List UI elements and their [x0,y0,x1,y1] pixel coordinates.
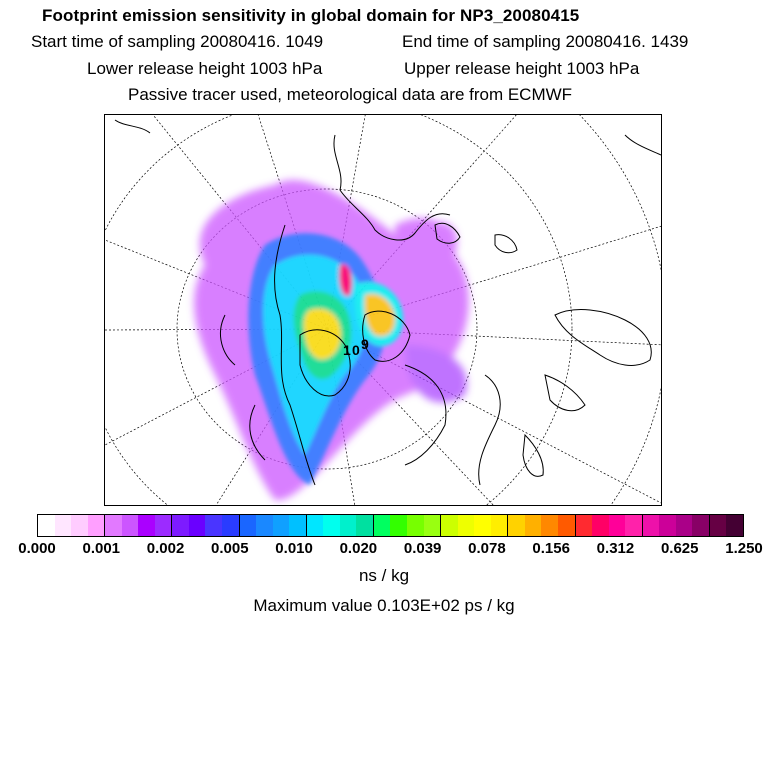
colorbar [37,514,744,537]
colorbar-swatch [525,515,542,536]
colorbar-swatch [88,515,106,536]
colorbar-swatch [105,515,122,536]
colorbar-tick-label: 0.078 [468,540,506,557]
colorbar-swatch [676,515,693,536]
colorbar-tick-label: 0.625 [660,540,699,557]
colorbar-swatch [289,515,307,536]
colorbar-swatch [138,515,155,536]
colorbar-tick-label: 0.002 [146,540,185,557]
plot-title: Footprint emission sensitivity in global domain for NP3_20080415 [42,6,580,25]
colorbar-swatch [407,515,424,536]
colorbar-swatch [592,515,609,536]
contour-label: 0 [352,342,360,358]
footprint-map [104,114,662,506]
colorbar-tick-label: 0.039 [403,540,442,557]
colorbar-swatch [374,515,391,536]
colorbar-tick-label: 0.010 [275,540,313,557]
colorbar-swatch [458,515,475,536]
colorbar-swatch [240,515,257,536]
colorbar-swatch [474,515,491,536]
tracer-info-label: Passive tracer used, meteorological data are from ECMWF [128,85,573,104]
colorbar-tick-label: 0.312 [596,540,635,557]
colorbar-tick-label: 0.156 [532,540,570,557]
colorbar-swatch [256,515,273,536]
colorbar-swatch [222,515,240,536]
max-value-label: Maximum value 0.103E+02 ps / kg [253,596,515,615]
colorbar-swatch [710,515,727,536]
map-canvas [105,115,662,506]
colorbar-swatch [356,515,374,536]
colorbar-swatch [273,515,290,536]
colorbar-swatch [323,515,340,536]
colorbar-swatch [307,515,324,536]
sensitivity-field [194,180,469,500]
colorbar-swatch [441,515,458,536]
colorbar-swatch [424,515,442,536]
colorbar-swatch [38,515,55,536]
colorbar-tick-label: 1.250 [725,540,763,557]
colorbar-swatch [643,515,660,536]
colorbar-swatch [491,515,509,536]
colorbar-tick-label: 0.020 [339,540,378,557]
colorbar-swatch [71,515,88,536]
colorbar-swatch [558,515,576,536]
colorbar-swatch [55,515,72,536]
units-label: ns / kg [358,566,410,585]
colorbar-swatch [340,515,357,536]
colorbar-tick-label: 0.005 [211,540,249,557]
end-time-label: End time of sampling 20080416. 1439 [402,32,689,51]
colorbar-swatch [541,515,558,536]
colorbar-swatch [155,515,173,536]
colorbar-swatch [390,515,407,536]
upper-height-label: Upper release height 1003 hPa [404,59,640,78]
colorbar-swatch [692,515,710,536]
colorbar-swatch [726,515,743,536]
colorbar-swatch [189,515,206,536]
colorbar-swatch [659,515,676,536]
colorbar-swatch [205,515,222,536]
lower-height-label: Lower release height 1003 hPa [87,59,323,78]
colorbar-swatch [576,515,593,536]
colorbar-swatch [508,515,525,536]
colorbar-swatch [172,515,189,536]
contour-label: 1 [343,342,351,358]
contour-label: 9 [361,336,369,352]
colorbar-swatch [625,515,643,536]
colorbar-swatch [609,515,626,536]
start-time-label: Start time of sampling 20080416. 1049 [31,32,324,51]
colorbar-swatch [122,515,139,536]
colorbar-tick-label: 0.001 [82,540,121,557]
colorbar-tick-label: 0.000 [18,540,56,557]
